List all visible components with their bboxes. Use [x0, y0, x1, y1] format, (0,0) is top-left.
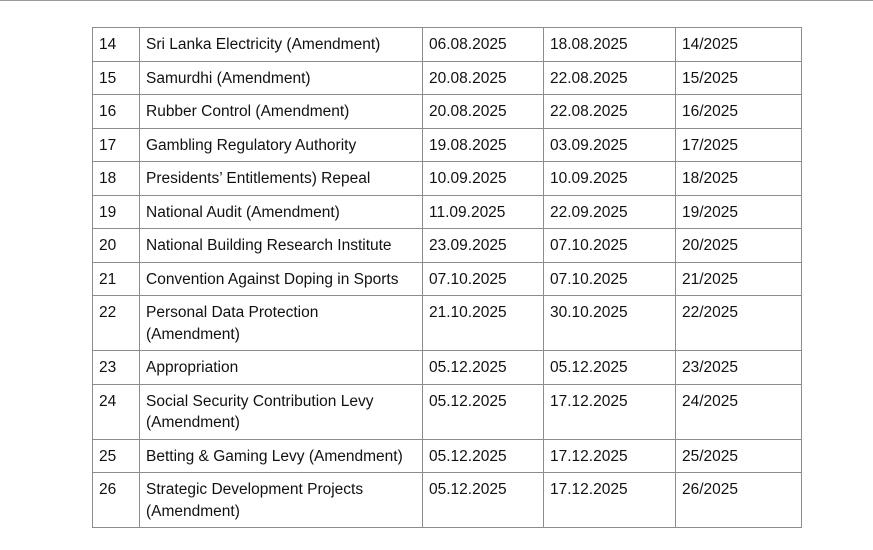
date-second: 10.09.2025 [544, 162, 676, 196]
date-second: 05.12.2025 [544, 351, 676, 385]
bill-title: National Audit (Amendment) [140, 195, 423, 229]
act-number: 18/2025 [676, 162, 802, 196]
bill-title: Gambling Regulatory Authority [140, 128, 423, 162]
row-number: 19 [93, 195, 140, 229]
date-second: 17.12.2025 [544, 473, 676, 528]
row-number: 18 [93, 162, 140, 196]
act-number: 24/2025 [676, 384, 802, 439]
table-row [93, 439, 802, 473]
act-number: 14/2025 [676, 28, 802, 62]
act-number: 21/2025 [676, 262, 802, 296]
date-second: 03.09.2025 [544, 128, 676, 162]
date-first: 05.12.2025 [423, 439, 544, 473]
bill-title: Strategic Development Projects (Amendment) [140, 473, 423, 528]
bill-title: Samurdhi (Amendment) [140, 61, 423, 95]
date-second: 17.12.2025 [544, 384, 676, 439]
date-second: 22.08.2025 [544, 61, 676, 95]
table-row [93, 262, 802, 296]
acts-table [92, 27, 802, 528]
date-first: 05.12.2025 [423, 351, 544, 385]
row-number: 17 [93, 128, 140, 162]
table-row [93, 95, 802, 129]
bill-title: Betting & Gaming Levy (Amendment) [140, 439, 423, 473]
date-first: 05.12.2025 [423, 384, 544, 439]
row-number: 25 [93, 439, 140, 473]
row-number: 22 [93, 296, 140, 351]
date-second: 07.10.2025 [544, 229, 676, 263]
bill-title: Personal Data Protection (Amendment) [140, 296, 423, 351]
row-number: 23 [93, 351, 140, 385]
row-number: 16 [93, 95, 140, 129]
bill-title: Rubber Control (Amendment) [140, 95, 423, 129]
bill-title: Presidents’ Entitlements) Repeal [140, 162, 423, 196]
table-row [93, 195, 802, 229]
bill-title: Social Security Contribution Levy (Amendment) [140, 384, 423, 439]
table-row [93, 128, 802, 162]
table-row [93, 229, 802, 263]
row-number: 24 [93, 384, 140, 439]
row-number: 14 [93, 28, 140, 62]
row-number: 15 [93, 61, 140, 95]
act-number: 23/2025 [676, 351, 802, 385]
act-number: 19/2025 [676, 195, 802, 229]
date-second: 30.10.2025 [544, 296, 676, 351]
act-number: 20/2025 [676, 229, 802, 263]
bill-title: National Building Research Institute [140, 229, 423, 263]
act-number: 16/2025 [676, 95, 802, 129]
row-number: 20 [93, 229, 140, 263]
date-first: 10.09.2025 [423, 162, 544, 196]
row-number: 26 [93, 473, 140, 528]
date-first: 06.08.2025 [423, 28, 544, 62]
date-first: 07.10.2025 [423, 262, 544, 296]
table-row [93, 28, 802, 62]
bill-title: Convention Against Doping in Sports [140, 262, 423, 296]
page-top-rule [0, 0, 873, 1]
date-second: 07.10.2025 [544, 262, 676, 296]
date-second: 22.08.2025 [544, 95, 676, 129]
date-first: 20.08.2025 [423, 61, 544, 95]
date-first: 19.08.2025 [423, 128, 544, 162]
row-number: 21 [93, 262, 140, 296]
table-row [93, 61, 802, 95]
table-row [93, 473, 802, 528]
bill-title: Appropriation [140, 351, 423, 385]
table-row [93, 384, 802, 439]
date-first: 21.10.2025 [423, 296, 544, 351]
table-row [93, 296, 802, 351]
act-number: 15/2025 [676, 61, 802, 95]
act-number: 22/2025 [676, 296, 802, 351]
date-first: 05.12.2025 [423, 473, 544, 528]
date-second: 18.08.2025 [544, 28, 676, 62]
act-number: 25/2025 [676, 439, 802, 473]
table-row [93, 351, 802, 385]
act-number: 26/2025 [676, 473, 802, 528]
table-row [93, 162, 802, 196]
date-first: 23.09.2025 [423, 229, 544, 263]
bill-title: Sri Lanka Electricity (Amendment) [140, 28, 423, 62]
date-first: 11.09.2025 [423, 195, 544, 229]
date-first: 20.08.2025 [423, 95, 544, 129]
act-number: 17/2025 [676, 128, 802, 162]
date-second: 22.09.2025 [544, 195, 676, 229]
date-second: 17.12.2025 [544, 439, 676, 473]
